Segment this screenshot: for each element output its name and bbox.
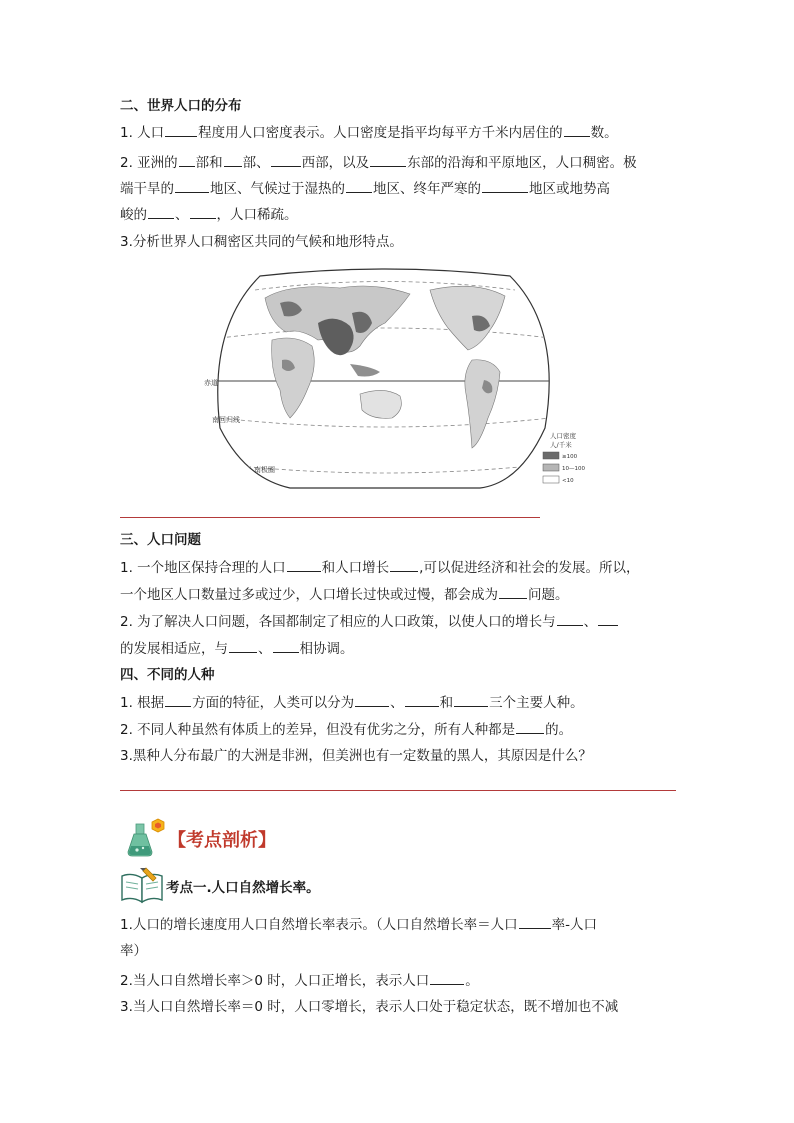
flask-icon xyxy=(126,818,170,858)
answer-line-1[interactable] xyxy=(120,517,540,518)
blank[interactable] xyxy=(271,152,301,167)
s2-item1: 1. 人口 程度用人口密度表示。人口密度是指平均每平方千米内居住的 数。 xyxy=(120,122,680,143)
point-title: 考点一.人口自然增长率。 xyxy=(166,880,320,896)
legend-swatch-mid xyxy=(543,464,559,471)
a-item1-cont: 率） xyxy=(120,943,147,959)
analysis-heading: 【考点剖析】 xyxy=(168,830,276,851)
s3-item2-cont: 的发展相适应，与 、 相协调。 xyxy=(120,638,680,659)
s3-item1: 1. 一个地区保持合理的人口 和人口增长 ,可以促进经济和社会的发展。所以， xyxy=(120,557,680,578)
blank[interactable] xyxy=(229,638,257,653)
s3-item1-cont: 一个地区人口数量过多或过少，人口增长过快或过慢，都会成为 问题。 xyxy=(120,584,680,605)
blank[interactable] xyxy=(454,692,488,707)
blank[interactable] xyxy=(405,692,439,707)
s4-item2: 2. 不同人种虽然有体质上的差异，但没有优劣之分，所有人种都是 的。 xyxy=(120,719,680,740)
blank[interactable] xyxy=(390,557,418,572)
blank[interactable] xyxy=(179,152,195,167)
legend-label-high: ≥100 xyxy=(562,454,578,460)
blank[interactable] xyxy=(148,204,174,219)
blank[interactable] xyxy=(355,692,389,707)
s4-item1: 1. 根据 方面的特征，人类可以分为 、 和 三个主要人种。 xyxy=(120,692,680,713)
book-pen-icon xyxy=(120,866,164,906)
blank[interactable] xyxy=(519,914,551,929)
antarctic-label: 南极圈 xyxy=(254,466,275,474)
blank[interactable] xyxy=(482,178,528,193)
a-item2: 2.当人口自然增长率＞0 时，人口正增长，表示人口 。 xyxy=(120,970,680,991)
blank[interactable] xyxy=(175,178,209,193)
s2-item2-cont: 端干旱的 地区、气候过于湿热的 地区、终年严寒的 地区或地势高 xyxy=(120,178,680,199)
blank[interactable] xyxy=(287,557,321,572)
s2-item3: 3.分析世界人口稠密区共同的气候和地形特点。 xyxy=(120,234,403,250)
s2-item2: 2. 亚洲的 部和 部、 西部，以及 东部的沿海和平原地区，人口稠密。极 xyxy=(120,152,680,173)
section4-title: 四、不同的人种 xyxy=(120,667,215,683)
blank[interactable] xyxy=(273,638,299,653)
a-item1: 1.人口的增长速度用人口自然增长率表示。（人口自然增长率＝人口 率-人口 xyxy=(120,914,680,935)
blank[interactable] xyxy=(165,122,197,137)
equator-label: 赤道 xyxy=(204,379,218,387)
blank[interactable] xyxy=(598,611,618,626)
a-item3: 3.当人口自然增长率＝0 时，人口零增长，表示人口处于稳定状态，既不增加也不减 xyxy=(120,999,619,1015)
blank[interactable] xyxy=(516,719,544,734)
blank[interactable] xyxy=(430,970,464,985)
blank[interactable] xyxy=(346,178,372,193)
answer-line-2[interactable] xyxy=(120,790,676,791)
legend-swatch-high xyxy=(543,452,559,459)
blank[interactable] xyxy=(370,152,406,167)
section3-title: 三、人口问题 xyxy=(120,532,201,548)
blank[interactable] xyxy=(557,611,583,626)
blank[interactable] xyxy=(224,152,242,167)
south-tropic-label: 南回归线 xyxy=(212,416,240,424)
map-svg xyxy=(200,268,585,493)
legend-swatch-low xyxy=(543,476,559,483)
legend-label-low: <10 xyxy=(562,478,574,484)
legend-title: 人口密度 xyxy=(550,432,576,440)
legend-label-mid: 10—100 xyxy=(562,466,585,472)
legend-unit: 人/千米 xyxy=(550,441,572,449)
s2-item2-end: 峻的 、 ，人口稀疏。 xyxy=(120,204,680,225)
map-legend xyxy=(543,431,585,484)
blank[interactable] xyxy=(165,692,191,707)
blank[interactable] xyxy=(564,122,590,137)
blank[interactable] xyxy=(190,204,216,219)
blank[interactable] xyxy=(499,584,527,599)
s3-item2: 2. 为了解决人口问题，各国都制定了相应的人口政策，以使人口的增长与 、 xyxy=(120,611,680,632)
s4-item3: 3.黑种人分布最广的大洲是非洲，但美洲也有一定数量的黑人，其原因是什么？ xyxy=(120,748,592,764)
world-population-map xyxy=(200,268,585,493)
section2-title: 二、世界人口的分布 xyxy=(120,98,242,114)
